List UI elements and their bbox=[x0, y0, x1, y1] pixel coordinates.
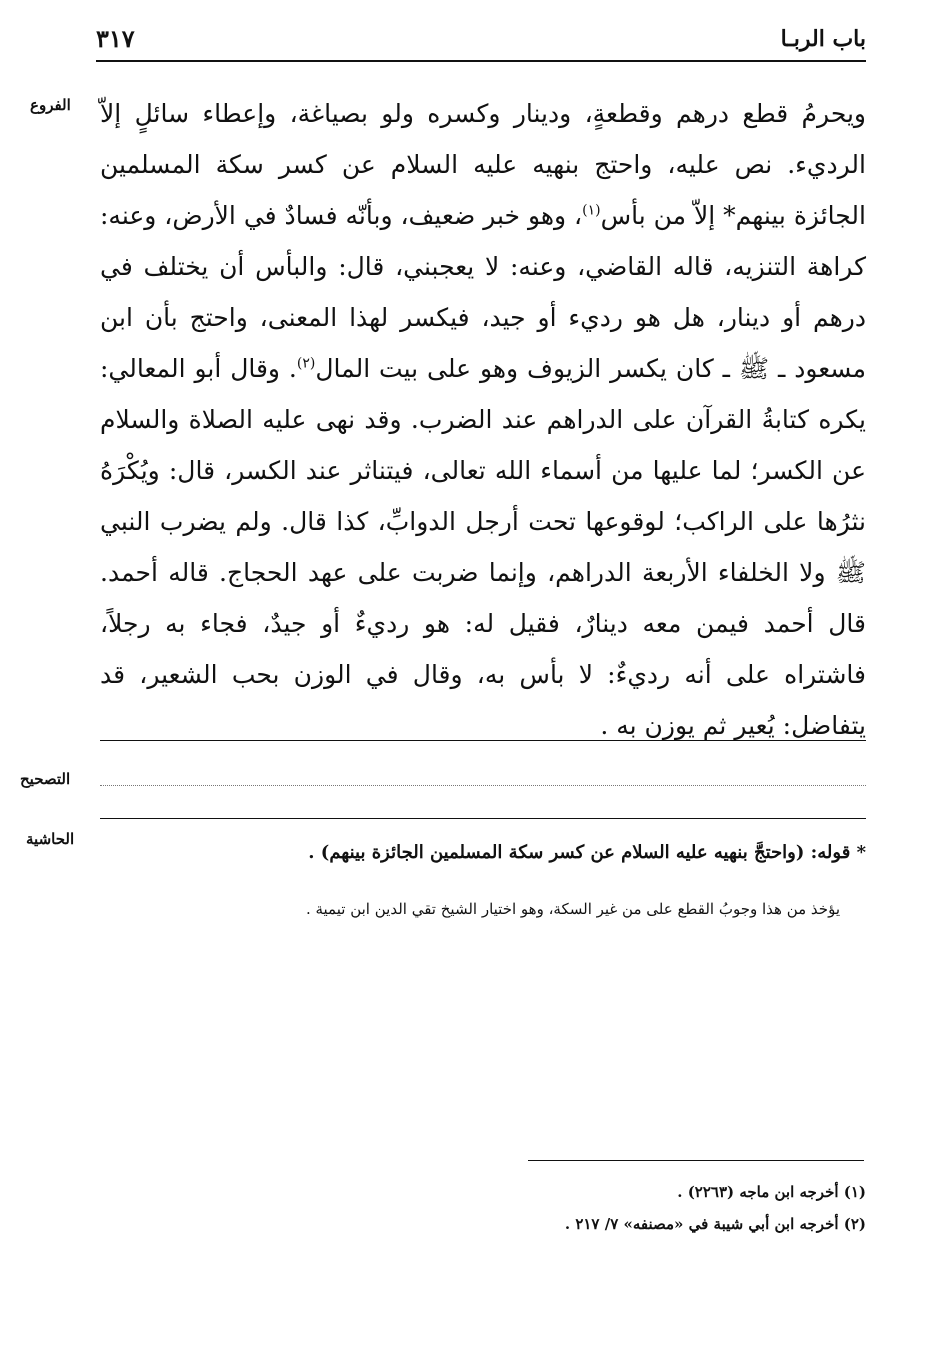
footnote-ref-2[interactable]: (٢) bbox=[296, 355, 316, 372]
section-divider-top bbox=[100, 740, 866, 741]
footnote-2: (٢) أخرجه ابن أبي شيبة في «مصنفه» ٧/ ٢١٧ . bbox=[564, 1215, 866, 1233]
main-text-segment-2: ، وهو خبر ضعيف، وبأنّه فسادٌ في الأرض، وعنه: كراهة التنزيه، قاله القاضي، وعنه: لا يعجبني، قال: والبأس أن يختلف في درهم أو دينار، هل هو رديء أو جيد، فيكسر لهذا المعنى، واحتج بأن ابن مسعود ـ ﷺ ـ كان يكسر الزيوف وهو على بيت المال bbox=[100, 201, 866, 383]
hashiya-quote: * قوله: (واحتجَّ بنهيه عليه السلام عن كسر سكة المسلمين الجائزة بينهم) . bbox=[308, 842, 866, 863]
main-text-segment-3: . وقال أبو المعالي: يكره كتابةُ القرآن على الدراهم عند الضرب. وقد نهى عليه الصلاة والسلام عن الكسر؛ لما عليها من أسماء الله تعالى، فيتناثر عند الكسر، قال: ويُكْرَهُ نثرُها على الراكب؛ لوقوعها تحت أرجل الدوابِّ، كذا قال. ولم يضرب النبي ﷺ ولا الخلفاء الأربعة الدراهم، وإنما ضربت على عهد الحجاج. قاله أحمد. قال أحمد فيمن معه دينارٌ، فقيل له: هو رديءٌ أو جيدٌ، فجاء به رجلاً، فاشتراه على أنه رديءٌ: لا بأس به، وقال في الوزن بحب الشعير، قد يتفاضل: يُعير ثم يوزن به . bbox=[100, 354, 866, 740]
section-divider-bottom bbox=[100, 818, 866, 819]
main-paragraph bbox=[100, 88, 866, 751]
footnote-ref-1[interactable]: (١) bbox=[582, 202, 601, 219]
main-text-segment-1: ويحرمُ قطع درهم وقطعةٍ، ودينار وكسره ولو بصياغة، وإعطاء سائلٍ إلاّ الرديء. نص عليه، واحتج بنهيه عليه السلام عن كسر سكة المسلمين الجائزة بينهم* إلاّ من بأس bbox=[100, 99, 866, 230]
side-label-tashih: التصحيح bbox=[20, 770, 71, 788]
running-title: باب الربـا bbox=[780, 26, 866, 52]
side-label-furu: الفروع bbox=[30, 96, 71, 114]
hashiya-comment: يؤخذ من هذا وجوبُ القطع على من غير السكة، وهو اختيار الشيخ تقي الدين ابن تيمية . bbox=[305, 900, 840, 918]
tashih-dotted-line bbox=[100, 785, 866, 786]
header-rule bbox=[96, 60, 866, 62]
footnotes bbox=[300, 1176, 866, 1240]
footnote-rule bbox=[528, 1160, 864, 1161]
main-text-body bbox=[100, 88, 866, 751]
side-label-hashiya: الحاشية bbox=[26, 830, 75, 848]
footnote-1: (١) أخرجه ابن ماجه (٢٢٦٣) . bbox=[677, 1183, 866, 1201]
page-header bbox=[96, 20, 866, 60]
page-number: ٣١٧ bbox=[96, 24, 135, 53]
